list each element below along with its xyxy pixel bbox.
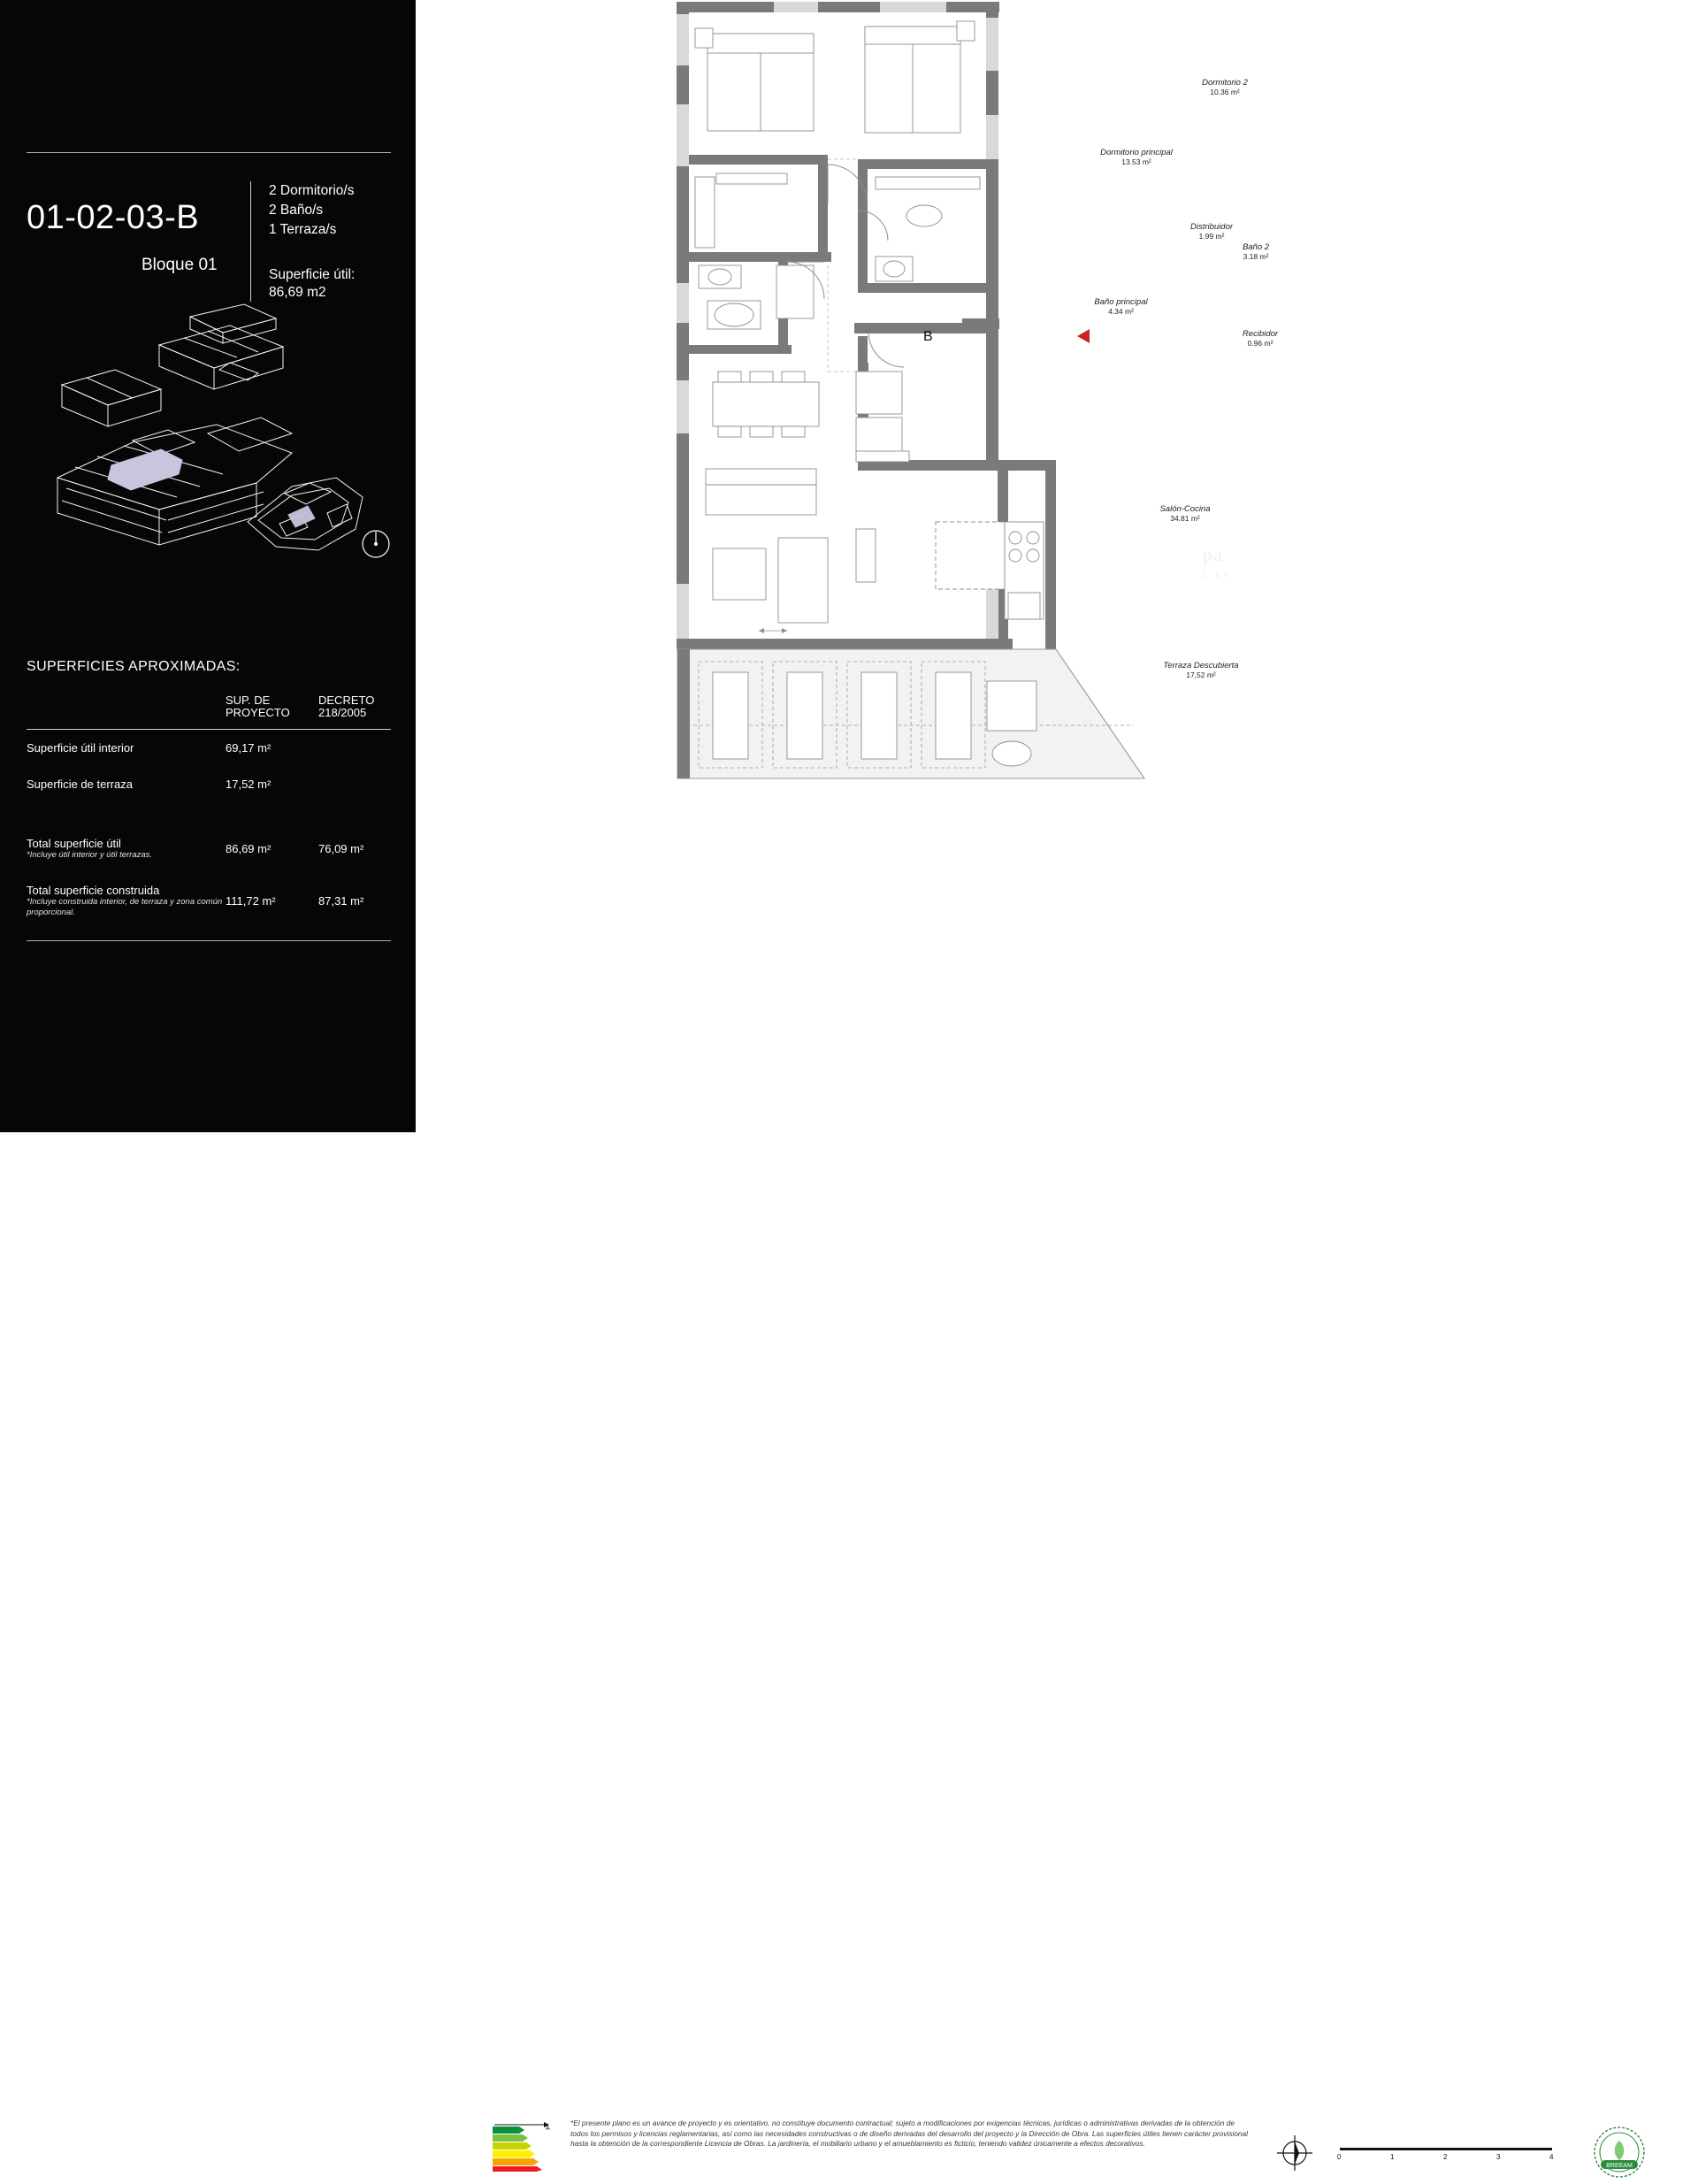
site-isometric-illustration (27, 301, 391, 566)
col1-header-line1: SUP. DE (226, 694, 271, 707)
total-built-decree: 87,31 m² (318, 893, 364, 908)
col1-header-line2: PROYECTO (226, 706, 290, 719)
spec-bedrooms: 2 Dormitorio/s (269, 183, 355, 198)
total-built-project: 111,72 m² (226, 893, 276, 908)
total-useful-label: Total superficie útil (27, 836, 121, 850)
room-label-bano-principal: Baño principal 4.34 m² (1094, 297, 1148, 316)
room-label-recibidor: Recibidor 0.96 m² (1242, 329, 1279, 348)
entrance-letter: B (923, 329, 933, 344)
north-point-icon (1275, 2134, 1314, 2173)
total-built-note: *Incluye construida interior, de terraza y zona común proporcional. (27, 896, 223, 917)
svg-text:BREEAM: BREEAM (1606, 2163, 1633, 2169)
row-label: Superficie útil interior (27, 740, 134, 755)
unit-specs (250, 181, 401, 302)
useful-area-label: Superficie útil: (269, 267, 356, 282)
scale-tick-2: 2 (1443, 2153, 1448, 2161)
scale-tick-3: 3 (1496, 2153, 1501, 2161)
room-label-dormitorio2: Dormitorio 2 10.36 m² (1202, 78, 1248, 96)
scale-bar-line (1340, 2148, 1552, 2150)
room-label-salon-cocina: Salón-Cocina 34.81 m² (1159, 504, 1211, 523)
table-row (27, 729, 391, 766)
total-useful-decree: 76,09 m² (318, 841, 364, 855)
table-row (27, 825, 391, 872)
row-value-project: 69,17 m² (226, 740, 272, 755)
footer (0, 1044, 1698, 2169)
divider-top (27, 152, 391, 153)
col2-header-line2: 218/2005 (318, 706, 367, 719)
unit-header (27, 181, 391, 300)
scale-tick-1: 1 (1390, 2153, 1395, 2161)
info-sidebar (0, 0, 416, 1132)
floor-plan-area (416, 0, 1698, 1132)
scale-tick-4: 4 (1549, 2153, 1554, 2161)
row-label: Superficie de terraza (27, 777, 133, 791)
surfaces-table (27, 694, 391, 930)
spec-terraces: 1 Terraza/s (269, 222, 337, 237)
room-label-distribuidor: Distribuidor 1.99 m² (1189, 222, 1234, 241)
total-useful-project: 86,69 m² (226, 841, 272, 855)
row-value-decree (318, 729, 391, 766)
row-value-decree (318, 766, 391, 802)
floor-plan-drawing (416, 0, 1698, 1044)
col2-header-line1: DECRETO (318, 694, 375, 707)
total-useful-note: *Incluye útil interior y útil terrazas. (27, 849, 153, 860)
legal-disclaimer: *El presente plano es un avance de proyecto y es orientativo, no constituye documento contractual; sujeto a modificaciones por exigencias técnicas, jurídicas o administrativas derivadas de la obtención de todos los permisos y licencias reglamentarias, así como las necesidades constructivas o de diseño derivadas del desarrollo del proyecto y la Dirección de Obra. Las superficies útiles tienen carácter provisional hasta la obtención de la correspondiente Licencia de Obras. La jardinería, el mobiliario urbano y el amueblamiento es ficticio, teniendo validez únicamente a efectos decorativos. (570, 2119, 1248, 2148)
room-label-dormitorio-principal: Dormitorio principal 13.53 m² (1100, 148, 1173, 166)
spec-bathrooms: 2 Baño/s (269, 203, 324, 218)
scale-bar (1327, 2141, 1561, 2167)
total-built-label: Total superficie construida (27, 883, 160, 897)
room-label-terraza: Terraza Descubierta 17,52 m² (1163, 661, 1239, 679)
block-label: Bloque 01 (142, 256, 218, 274)
useful-area-value: 86,69 m2 (269, 285, 326, 300)
room-label-bano2: Baño 2 3.18 m² (1242, 242, 1270, 261)
breeam-certification-icon (1592, 2125, 1647, 2180)
row-value-project: 17,52 m² (226, 777, 272, 791)
unit-code: 01-02-03-B (27, 199, 200, 236)
divider-bottom (27, 940, 391, 941)
scale-tick-0: 0 (1337, 2153, 1342, 2161)
surfaces-title: SUPERFICIES APROXIMADAS: (27, 659, 241, 674)
compass-icon (361, 529, 391, 559)
svg-text:A: A (546, 2126, 550, 2132)
energy-rating-icon (489, 2121, 553, 2173)
watermark: pa L ES (1203, 544, 1231, 580)
table-row (27, 872, 391, 930)
table-row (27, 766, 391, 802)
